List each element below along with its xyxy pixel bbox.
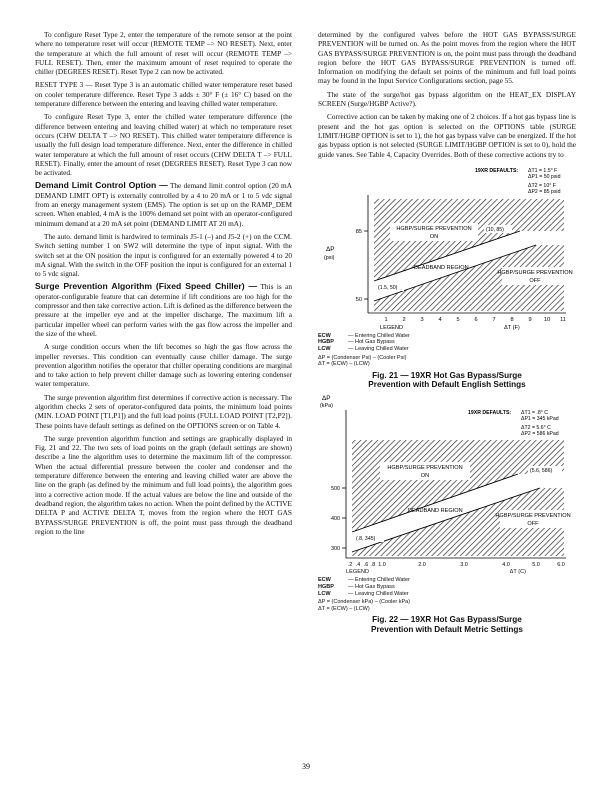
fig22-legend [318, 577, 576, 612]
fig21-x-ticks [384, 317, 565, 323]
fig21-on-label-2: ON [429, 233, 439, 240]
legend-row [318, 333, 576, 340]
figure-22 [318, 392, 576, 634]
fig22-y-tick-label-400: 400 [331, 516, 340, 523]
legend-row [318, 584, 576, 591]
fig21-x-tick: 5 [456, 316, 460, 323]
fig21-legend-title: LEGEND [380, 324, 404, 331]
fig22-x-label: ΔT (C) [509, 569, 526, 576]
legend-def: — Hot Gas Bypass [348, 583, 395, 590]
fig22-legend-header [318, 568, 576, 577]
fig21-x-tick: 7 [492, 316, 496, 323]
fig21-off-label-1: HGBP/SURGE PREVENTION [497, 269, 573, 276]
fig21-note-1: ΔP = (Condenser Psi) – (Cooler Psi) [318, 354, 407, 361]
surge-algorithm-paragraph: The surge prevention algorithm first determines if corrective action is necessary. The algorithm checks 2 sets of operator-configured data points, the minimum load points (MIN. LOAD POINT [T1,P1]) and the full load points (FULL LOAD POINT [T2,P2]). These points have default settings as defined on the OPTIONS screen or on Table 4. [35, 392, 292, 430]
legend-def: — Entering Chilled Water [348, 332, 410, 339]
fig21-default-dt2: ΔT2 = 10° F [528, 182, 556, 189]
fig21-x-label: ΔT (F) [504, 324, 520, 331]
fig22-y-tick-label-500: 500 [331, 486, 340, 493]
fig21-x-tick: 1 [384, 316, 388, 323]
fig22-x-tick: .4 [355, 562, 361, 569]
fig22-deadband-label: DEADBAND REGION [408, 508, 463, 515]
fig21-default-dt1: ΔT1 = 1.5° F [528, 167, 558, 174]
fig21-x-tick: 6 [474, 316, 478, 323]
fig22-x-tick: .8 [370, 562, 376, 569]
page-number: 39 [302, 762, 310, 771]
fig21-x-tick: 4 [438, 316, 442, 323]
legend-row [318, 591, 576, 598]
fig22-x-tick: 2.0 [418, 562, 426, 569]
fig22-caption [318, 615, 576, 634]
fig21-note-2: ΔT = (ECW) – (LCW) [318, 361, 370, 368]
fig22-y-label: ΔP [322, 395, 331, 403]
fig21-caption-line-2: Prevention with Default English Settings [368, 380, 526, 390]
fig22-legend-title: LEGEND [346, 569, 370, 576]
auto-demand-paragraph: The auto. demand limit is hardwired to terminals J5-1 (–) and J5-2 (+) on the CCM. Switch setting number 1 on SW2 will determine the type of input signal. With the switch set at the ON position the input is configured for an externally powered 4 to 20 mA signal. With the switch in the OFF position the input is configured for an external 1 to 5 vdc signal. [35, 231, 292, 279]
fig22-caption-line-1: Fig. 22 — 19XR Hot Gas Bypass/Surge [372, 615, 522, 625]
fig22-y-unit: (kPa) [320, 403, 333, 410]
fig21-y-unit: (psi) [324, 254, 335, 261]
fig22-x-tick: 6.0 [557, 562, 565, 569]
fig22-default-dp1: ΔP1 = 345 kPad [521, 416, 559, 423]
figure-21-graph [318, 163, 576, 339]
figure-21 [318, 163, 576, 390]
legend-abbr: HGBP [318, 339, 334, 346]
fig21-caption-line-1: Fig. 21 — 19XR Hot Gas Bypass/Surge [372, 370, 522, 380]
reset-type3-config-paragraph: To configure Reset Type 3, enter the chilled water temperature difference (the difference between entering and leaving chilled water) at which no temperature reset occurs (CHW DELTA T –> NO RESET). This chilled water temperature difference is usually the full design load temperature difference. Next, enter the difference in chilled water temperature at which the full amount of reset occurs (CHW DELTA T –> FULL RESET). Finally, enter the amount of reset (DEGREES RESET). Reset Type 3 can now be activated. [35, 112, 292, 178]
fig22-x-tick: 4.0 [502, 562, 510, 569]
surge-state-paragraph: The state of the surge/hot gas bypass algorithm on the HEAT_EX DISPLAY SCREEN (Surge/HGBP Active?). [318, 89, 576, 109]
fig21-x-tick: 11 [560, 316, 566, 323]
legend-def: — Leaving Chilled Water [348, 346, 409, 353]
fig21-deadband-label: DEADBAND REGION [414, 264, 469, 271]
demand-limit-heading: Demand Limit Control Option — [35, 180, 168, 191]
fig22-on-label-1: HGBP/SURGE PREVENTION [387, 465, 463, 472]
fig21-y-label: ΔP [326, 245, 335, 253]
fig22-point-full-label: (5.6, 586) [530, 468, 553, 475]
fig21-x-tick: 10 [543, 316, 551, 323]
fig22-point-min-label: (.8, 345) [356, 536, 376, 543]
fig21-x-tick: 9 [528, 316, 532, 323]
legend-def: — Entering Chilled Water [348, 577, 410, 584]
legend-row [318, 339, 576, 346]
fig21-y-tick-label-50: 50 [355, 296, 362, 303]
demand-limit-paragraph [35, 181, 292, 227]
legend-abbr: HGBP [318, 583, 334, 590]
demand-limit-text: The demand limit control option (20 mA DEMAND LIMIT OPT) is externally controlled by a 4 to 20 mA or 1 to 5 vdc signal from an energy management system (EMS). The option is set up on the RAMP_DEM screen. When enabled, 4 mA is the 100% demand set point with an operator-configured minimum demand at a 20 mA set point (DEMAND LIMIT AT 20 mA). [35, 181, 292, 228]
surge-graph-paragraph: The surge prevention algorithm function and settings are graphically displayed in Fig. 21 and 22. The two sets of load points on the graph (default settings are shown) describe a line the algorithm uses to determine the maximum lift of the compressor. When the actual differential pressure between the cooler and condenser and the temperature difference between the entering and leaving chilled water are above the line on the graph (as defined by the minimum and full load points), the algorithm goes into a corrective action mode. If the actual values are below the line and outside of the deadband region, the algorithm takes no action. When the point defined by the ACTIVE DELTA P and ACTIVE DELTA T, moves from the region where the HOT GAS BYPASS/SURGE PREVENTION is off, the point must pass through the deadband region to the line [35, 433, 293, 536]
fig22-off-label-2: OFF [527, 521, 539, 528]
fig22-defaults-title: 19XR DEFAULTS: [468, 410, 512, 417]
fig22-x-tick: .2 [347, 562, 353, 569]
fig22-x-tick: .6 [363, 562, 369, 569]
fig21-x-tick: 3 [420, 316, 424, 323]
legend-abbr: ECW [318, 577, 331, 584]
figure-22-graph [318, 392, 576, 568]
surge-text: This is an operator-configurable feature that can determine if lift conditions are too high for the compressor and then take corrective action. Lift is defined as the difference between the pressure at the impeller eye and at the impeller discharge. The maximum lift a particular impeller wheel can perform varies with the gas flow across the impeller and the size of the wheel. [35, 282, 292, 338]
corrective-action-paragraph: Corrective action can be taken by making one of 2 choices. If a hot gas bypass line is present and the hot gas option is selected on the OPTIONS table (SURGE LIMIT/HGBP OPTION is set to 1), the hot gas bypass valve can be energized. If the hot gas bypass option is not selected (SURGE LIMIT/HGBP OPTION is set to 0), hold the guide vanes. See Table 4, Capacity Overrides. Both of these corrective actions try to [318, 112, 576, 159]
reset-type2-paragraph: To configure Reset Type 2, enter the temperature of the remote sensor at the point where no temperature reset will occur (REMOTE TEMP –> NO RESET). Next, enter the temperature at which the full amount of reset will occur (REMOTE TEMP –> FULL RESET). Then, enter the maximum amount of reset required to operate the chiller (DEGREES RESET). Reset Type 2 can now be activated. [35, 30, 292, 77]
fig21-legend [318, 333, 576, 368]
legend-abbr: LCW [318, 590, 331, 597]
fig21-point-full-label: (10, 85) [486, 226, 504, 233]
surge-condition-paragraph: A surge condition occurs when the lift becomes so high the gas flow across the impeller reverses. This condition can eventually cause chiller damage. The surge prevention algorithm notifies the operator that chiller operating conditions are marginal and to take action to help prevent chiller damage such as lowering entering condenser water temperature. [35, 342, 292, 389]
reset-type3-paragraph: RESET TYPE 3 — Reset Type 3 is an automatic chilled water temperature reset based on cooler temperature difference. Reset Type 3 adds ± 30° F (± 16° C) based on the temperature difference between the entering and leaving chilled water temperature. [35, 80, 292, 109]
surge-paragraph [35, 282, 292, 338]
legend-row [318, 346, 576, 353]
fig21-defaults-title: 19XR DEFAULTS: [475, 167, 519, 174]
continued-paragraph: determined by the configured valves before the HOT GAS BYPASS/SURGE PREVENTION will be turned on. As the point moves from the region where the HOT GAS BYPASS/SURGE PREVENTION is on, the point must pass through the deadband region before the HOT GAS BYPASS/SURGE PREVENTION is turned off. Information on modifying the default set points of the minimum and full load points may be found in the Input Service Configurations section, page 55. [318, 30, 576, 86]
fig21-point-min-label: (1.5, 50) [378, 284, 398, 291]
surge-heading: Surge Prevention Algorithm (Fixed Speed Chiller) — [35, 281, 258, 292]
fig22-default-dt2: ΔT2 = 5.6° C [521, 425, 551, 432]
fig22-default-dt1: ΔT1 = .8° C [521, 410, 549, 417]
legend-def: — Hot Gas Bypass [348, 339, 395, 346]
legend-abbr: LCW [318, 346, 331, 353]
fig22-off-label-1: HGBP/SURGE PREVENTION [495, 513, 571, 520]
fig21-on-label-1: HGBP/SURGE PREVENTION [396, 225, 472, 232]
fig21-default-dp2: ΔP2 = 85 psid [528, 188, 561, 195]
fig22-default-dp2: ΔP2 = 586 kPad [521, 431, 559, 438]
fig22-x-tick: 1.0 [378, 562, 386, 569]
right-column [318, 30, 576, 634]
fig22-note-1: ΔP = (Condenser kPa) – (Cooler kPa) [318, 599, 411, 606]
fig22-x-tick: 5.0 [532, 562, 540, 569]
fig22-note-2: ΔT = (ECW) – (LCW) [318, 605, 370, 612]
fig21-x-tick: 2 [402, 316, 406, 323]
fig22-on-label-2: ON [420, 473, 430, 480]
left-column [35, 30, 292, 540]
fig21-off-label-2: OFF [529, 277, 541, 284]
fig22-y-tick-label-300: 300 [331, 546, 340, 553]
fig22-caption-line-2: Prevention with Default Metric Settings [371, 624, 523, 634]
fig21-caption [318, 371, 576, 390]
fig21-y-tick-label-85: 85 [355, 228, 362, 235]
fig22-x-tick: 3.0 [460, 562, 468, 569]
fig21-x-tick: 8 [510, 316, 514, 323]
legend-def: — Leaving Chilled Water [348, 590, 409, 597]
legend-row [318, 577, 576, 584]
legend-abbr: ECW [318, 332, 331, 339]
fig21-default-dp1: ΔP1 = 50 psid [528, 173, 561, 180]
